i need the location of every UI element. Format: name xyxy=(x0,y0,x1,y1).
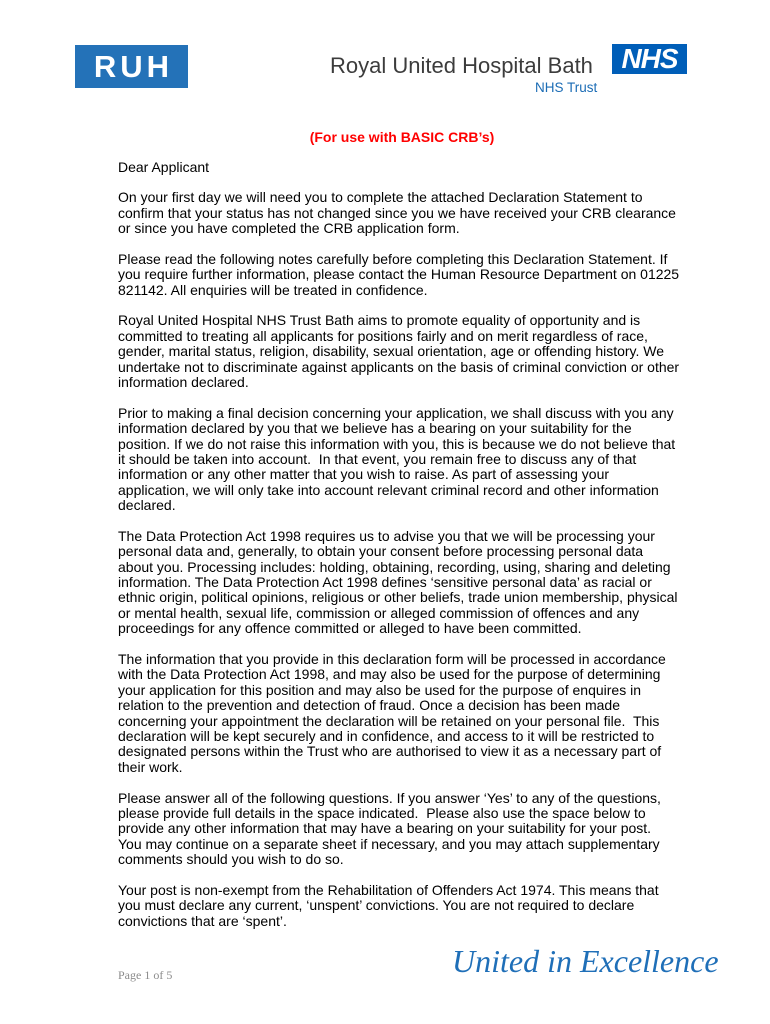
text-line: personal data and, generally, to obtain your consent before processing personal data xyxy=(118,543,644,560)
text-line: information. The Data Protection Act 1998 defines ‘sensitive personal data’ as racial or xyxy=(118,574,652,591)
text-line: information or any other matter that you wish to raise. As part of assessing your xyxy=(118,466,610,483)
text-line: you must declare any current, ‘unspent’ convictions. You are not required to declare xyxy=(118,897,635,914)
ruh-logo xyxy=(75,45,188,88)
text-line: application, we will only take into account relevant criminal record and other information xyxy=(118,481,659,498)
text-line: The Data Protection Act 1998 requires us to advise you that we will be processing your xyxy=(118,527,655,544)
page-number: Page 1 of 5 xyxy=(118,968,173,982)
text-line: Please answer all of the following questions. If you answer ‘Yes’ to any of the questions, xyxy=(118,789,661,806)
paragraph-6 xyxy=(118,652,718,775)
text-line: declared. xyxy=(118,497,176,514)
paragraph-5 xyxy=(118,529,718,637)
nhs-logo xyxy=(612,44,687,74)
text-line: convictions that are ‘spent’. xyxy=(118,912,287,929)
paragraph-2 xyxy=(118,252,718,298)
text-line: information declared. xyxy=(118,373,249,390)
slogan-logo: United in Excellence xyxy=(452,943,719,979)
hospital-name: Royal United Hospital Bath xyxy=(330,53,593,78)
letter-body xyxy=(118,160,718,930)
text-line: On your first day we will need you to complete the attached Declaration Statement to xyxy=(118,189,643,206)
paragraph-3 xyxy=(118,313,718,390)
text-line: Please read the following notes carefully before completing this Declaration Statement. If xyxy=(118,250,668,267)
text-line: you require further information, please contact the Human Resource Department on 01225 xyxy=(118,266,680,283)
text-line: Your post is non-exempt from the Rehabilitation of Offenders Act 1974. This means that xyxy=(118,881,659,898)
text-line: position. If we do not raise this information with you, this is because we do not believe that xyxy=(118,435,676,452)
text-line: with the Data Protection Act 1998, and may also be used for the purpose of determining xyxy=(118,666,661,683)
text-line: comments should you wish to do so. xyxy=(118,851,344,868)
text-line: provide any other information that may have a bearing on your suitability for your post. xyxy=(118,820,652,837)
text-line: it should be taken into account. In that event, you remain free to discuss any of that xyxy=(118,450,637,467)
text-line: please provide full details in the space indicated. Please also use the space below to xyxy=(118,804,646,821)
text-line: Royal United Hospital NHS Trust Bath aims to promote equality of opportunity and is xyxy=(118,312,641,329)
text-line: your application for this position and may also be used for the purpose of enquires in xyxy=(118,681,641,698)
text-line: confirm that your status has not changed since you we have received your CRB clearance xyxy=(118,204,676,221)
text-line: ethnic origin, political opinions, religious or other beliefs, trade union membership, physical xyxy=(118,589,678,606)
nhs-logo-text: NHS xyxy=(621,43,678,74)
text-line: Prior to making a final decision concerning your application, we shall discuss with you any xyxy=(118,404,674,421)
text-line: about you. Processing includes: holding, obtaining, recording, using, sharing and deleting xyxy=(118,558,671,575)
text-line: their work. xyxy=(118,758,183,775)
text-line: The information that you provide in this declaration form will be processed in accordance xyxy=(118,651,666,667)
salutation: Dear Applicant xyxy=(118,158,210,175)
text-line: declaration will be kept securely and in confidence, and access to it will be restricted to xyxy=(118,727,655,744)
text-line: or mental health, sexual life, commission or alleged commission of offences and any xyxy=(118,604,640,621)
text-line: relation to the prevention and detection of fraud. Once a decision has been made xyxy=(118,697,621,714)
text-line: gender, marital status, religion, disability, sexual orientation, age or offending history. We xyxy=(118,343,665,360)
nhs-trust-label: NHS Trust xyxy=(535,80,598,95)
paragraph-8 xyxy=(118,883,718,929)
text-line: 821142. All enquiries will be treated in confidence. xyxy=(118,281,428,298)
paragraph-4 xyxy=(118,406,718,514)
text-line: undertake not to discriminate against applicants on the basis of criminal conviction or other xyxy=(118,358,680,375)
text-line: concerning your appointment the declaration will be retained on your personal file. This xyxy=(118,712,660,729)
text-line: information declared by you that we believe has a bearing on your suitability for the xyxy=(118,420,632,437)
letter-paragraphs xyxy=(118,190,718,929)
paragraph-1 xyxy=(118,190,718,236)
text-line: designated persons within the Trust who are authorised to view it as a necessary part of xyxy=(118,743,662,760)
text-line: or since you have completed the CRB application form. xyxy=(118,220,460,237)
ruh-logo-text: RUH xyxy=(93,49,174,84)
form-heading: (For use with BASIC CRB’s) xyxy=(309,129,495,145)
text-line: You may continue on a separate sheet if necessary, and you may attach supplementary xyxy=(118,835,660,852)
text-line: proceedings for any offence committed or alleged to have been committed. xyxy=(118,620,582,637)
text-line: committed to treating all applicants for positions fairly and on merit regardless of race, xyxy=(118,327,648,344)
paragraph-7 xyxy=(118,791,718,868)
